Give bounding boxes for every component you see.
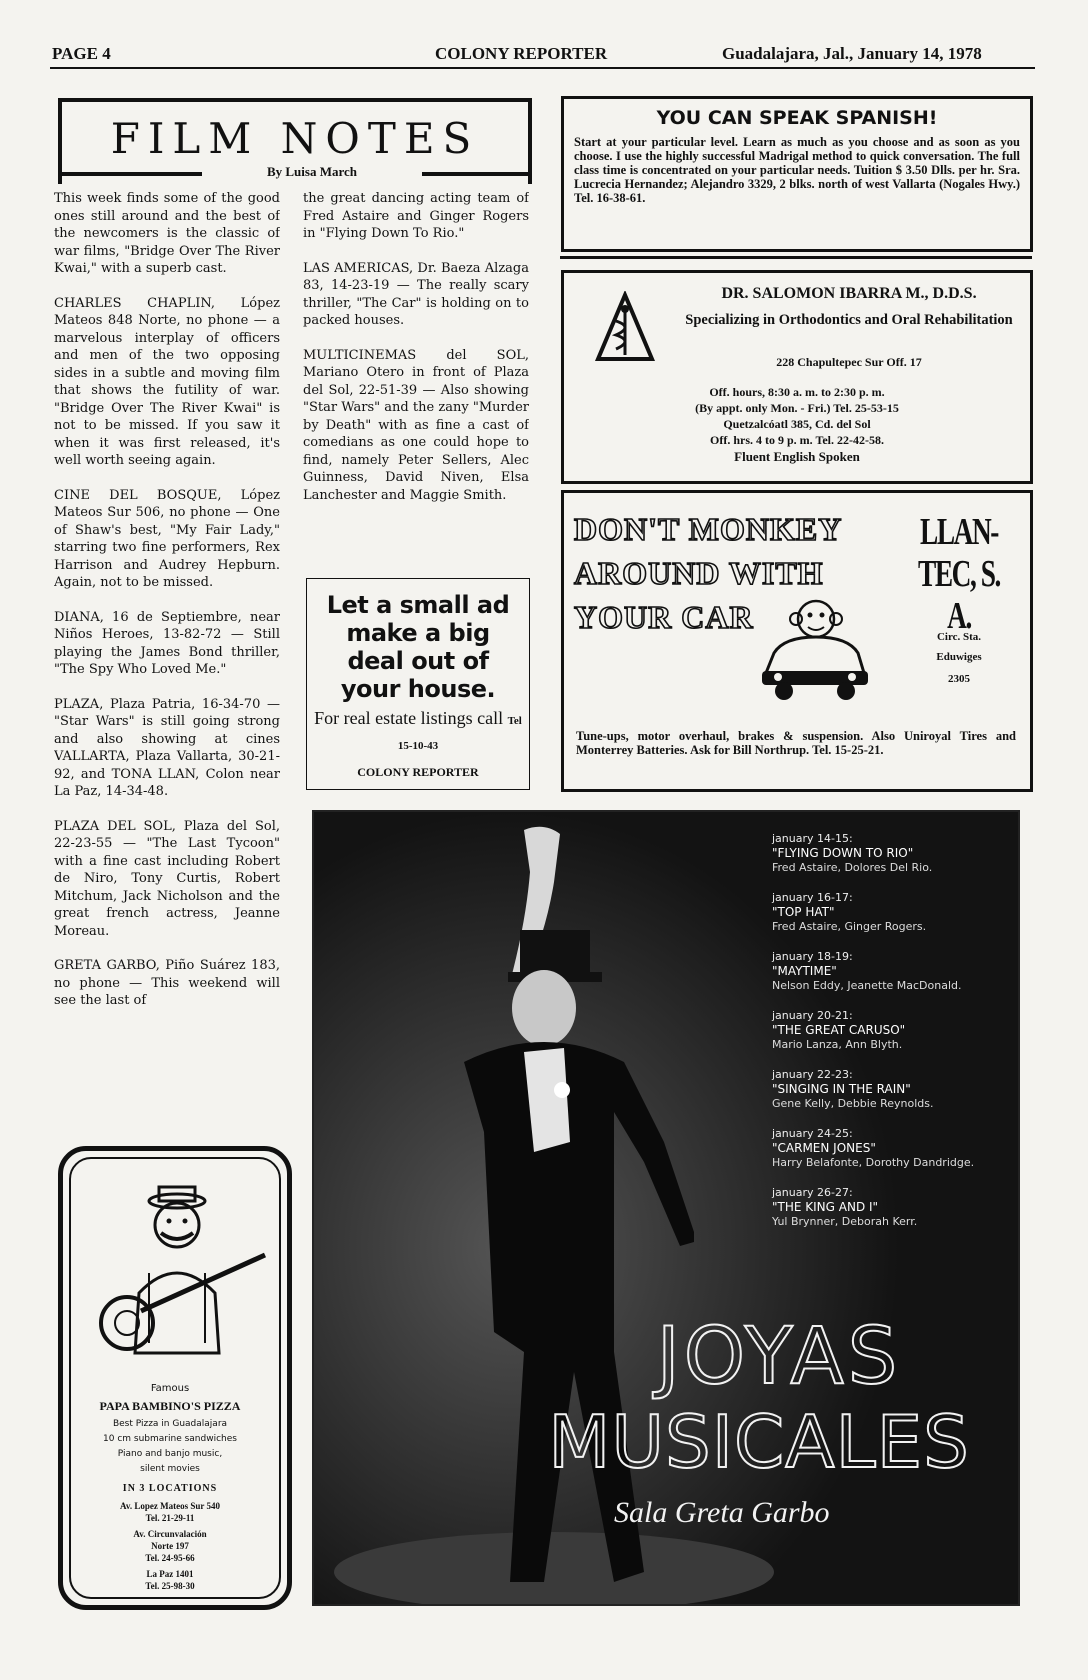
joyas-musicales-ad: [312, 810, 1020, 1606]
musicales-title: MUSICALES: [548, 1400, 970, 1484]
film-notes-title: FILM NOTES: [110, 114, 480, 163]
schedule-title: "SINGING IN THE RAIN": [772, 1082, 911, 1096]
schedule-cast: Mario Lanza, Ann Blyth.: [772, 1038, 903, 1051]
venue-name: Sala Greta Garbo: [614, 1496, 830, 1529]
schedule-title: "TOP HAT": [772, 905, 835, 919]
paper-name: COLONY REPORTER: [435, 44, 608, 63]
schedule-title: "THE KING AND I": [772, 1200, 879, 1214]
schedule-item: [772, 1009, 1012, 1052]
pizza-location-2-tel: Tel. 24-95-66: [145, 1553, 195, 1563]
dentist-address-1: 228 Chapultepec Sur Off. 17: [776, 355, 922, 369]
schedule-date: january 22-23:: [772, 1068, 853, 1081]
schedule-item: [772, 832, 1012, 875]
dentist-hours-3: Off. hrs. 4 to 9 p. m. Tel. 22-42-58.: [710, 433, 884, 447]
schedule-cast: Nelson Eddy, Jeanette MacDonald.: [772, 979, 962, 992]
pizza-location-1-tel: Tel. 21-29-11: [145, 1513, 195, 1523]
page-number: PAGE 4: [52, 44, 111, 63]
llantec-address-2: Eduwiges: [936, 651, 982, 663]
schedule-date: january 16-17:: [772, 891, 853, 904]
schedule-title: "CARMEN JONES": [772, 1141, 876, 1155]
film-notes-column-1: [54, 190, 280, 1112]
pizza-line-2: 10 cm submarine sandwiches: [103, 1434, 237, 1444]
film-notes-header: [58, 98, 532, 184]
auto-ad: [561, 490, 1033, 792]
article-paragraph: DIANA, 16 de Septiembre, near Niños Heroes, 13-82-72 — Still playing the James Bond thriller, "The Spy Who Loved Me.": [54, 609, 280, 677]
article-paragraph: PLAZA DEL SOL, Plaza del Sol, 22-23-55 — "The Last Tycoon" with a fine cast including Robert de Niro, Tony Curtis, Robert Mitchum, Jack Nicholson and the great french actress, Jeanne Moreau.: [54, 818, 280, 939]
pizza-line-3: Piano and banjo music,: [117, 1449, 223, 1459]
pizza-ad: [58, 1146, 292, 1610]
schedule-date: january 14-15:: [772, 832, 853, 845]
dentist-hours-2: (By appt. only Mon. - Fri.) Tel. 25-53-15: [695, 401, 899, 415]
schedule-date: january 26-27:: [772, 1186, 853, 1199]
dentist-hours-1: Off. hours, 8:30 a. m. to 2:30 p. m.: [709, 385, 885, 399]
schedule-cast: Fred Astaire, Ginger Rogers.: [772, 920, 927, 933]
schedule-date: january 18-19:: [772, 950, 853, 963]
dentist-specialty: Specializing in Orthodontics and Oral Rehabilitation: [685, 312, 1013, 328]
schedule-date: january 24-25:: [772, 1127, 853, 1140]
pizza-location-1: Av. Lopez Mateos Sur 540: [120, 1501, 220, 1511]
small-ad-brand: COLONY REPORTER: [357, 765, 479, 779]
llantec-address-1: Circ. Sta.: [936, 631, 982, 643]
film-notes-column-2: [303, 190, 529, 570]
slogan-line-1: DON'T MONKEY: [574, 511, 843, 547]
llantec-address-3: 2305: [948, 673, 970, 685]
pizza-line-1: Best Pizza in Guadalajara: [112, 1419, 228, 1429]
schedule-item: [772, 891, 1012, 934]
divider: [560, 256, 1032, 259]
spanish-ad-title: YOU CAN SPEAK SPANISH!: [656, 107, 938, 129]
dentist-note: Fluent English Spoken: [734, 449, 860, 464]
dentist-ad: [561, 270, 1033, 484]
dentist-name: DR. SALOMON IBARRA M., D.D.S.: [721, 285, 977, 302]
article-paragraph: MULTICINEMAS del SOL, Mariano Otero in front of Plaza del Sol, 22-51-39 — Also showing "Star Wars" and the zany "Murder by Death" with as fine a cast of comedians as one could hope to find, namely Peter Sellers, Alec Guinness, David Niven, Elsa Lanchester and Maggie Smith.: [303, 347, 529, 503]
joyas-title: JOYAS: [656, 1312, 902, 1402]
auto-ad-body: Tune-ups, motor overhaul, brakes & suspension. Also Uniroyal Tires and Monterrey Batteries. Ask for Bill Northrup. Tel. 15-25-21.: [576, 729, 1016, 757]
caduceus-logo: [594, 291, 656, 363]
schedule-cast: Yul Brynner, Deborah Kerr.: [772, 1215, 918, 1228]
schedule-title: "THE GREAT CARUSO": [772, 1023, 906, 1037]
llantec-company: LLAN-TEC, S. A.: [918, 511, 1000, 637]
schedule-cast: Harry Belafonte, Dorothy Dandridge.: [772, 1156, 975, 1169]
film-schedule: [772, 832, 1012, 1245]
small-ad-sub-text: For real estate listings call: [314, 708, 504, 728]
spanish-ad: [561, 96, 1033, 252]
schedule-item: [772, 1068, 1012, 1111]
pizza-location-3: La Paz 1401: [146, 1569, 194, 1579]
pizza-location-3-tel: Tel. 25-98-30: [145, 1581, 195, 1591]
schedule-date: january 20-21:: [772, 1009, 853, 1022]
masthead-rule: [50, 67, 1035, 69]
schedule-title: "FLYING DOWN TO RIO": [772, 846, 914, 860]
schedule-cast: Gene Kelly, Debbie Reynolds.: [772, 1097, 934, 1110]
byline: By Luisa March: [266, 164, 358, 179]
article-paragraph: CINE DEL BOSQUE, López Mateos Sur 506, no phone — One of Shaw's best, "My Fair Lady," starring two fine performers, Rex Harrison and Audrey Hepburn. Again, not to be missed.: [54, 487, 280, 590]
schedule-item: [772, 950, 1012, 993]
schedule-cast: Fred Astaire, Dolores Del Rio.: [772, 861, 933, 874]
small-ad: [306, 578, 530, 790]
small-ad-tel: Tel 15-10-43: [397, 715, 522, 752]
small-ad-sub: [313, 707, 523, 757]
pizza-location-2: Av. Circunvalación: [133, 1529, 207, 1539]
byline-rule-left: [62, 172, 202, 176]
pizza-line-4: silent movies: [140, 1464, 200, 1474]
article-paragraph: the great dancing acting team of Fred Astaire and Ginger Rogers in "Flying Down To Rio.": [303, 191, 529, 241]
monkey-car-illustration: [754, 593, 874, 713]
dentist-address-2: Quetzalcóatl 385, Cd. del Sol: [723, 417, 871, 431]
banjo-player-illustration: [79, 1173, 271, 1365]
article-paragraph: GRETA GARBO, Piño Suárez 183, no phone — This weekend will see the last of: [54, 958, 280, 1008]
small-ad-headline: Let a small ad make a big deal out of your house.: [326, 591, 510, 703]
article-paragraph: PLAZA, Plaza Patria, 16-34-70 — "Star Wars" is still going strong and also showing at cines VALLARTA, Plaza Vallarta, 30-21-92, and TONA LLAN, Colon near La Paz, 14-34-48.: [54, 696, 280, 799]
schedule-item: [772, 1127, 1012, 1170]
pizza-locations: IN 3 LOCATIONS: [122, 1483, 218, 1494]
slogan-line-3: YOUR CAR: [574, 599, 754, 635]
slogan-line-2: AROUND WITH: [574, 555, 824, 591]
schedule-title: "MAYTIME": [772, 964, 837, 978]
schedule-item: [772, 1186, 1012, 1229]
article-paragraph: This week finds some of the good ones still around and the best of the newcomers is the classic of war films, "Bridge Over The River Kwai," with a superb cast.: [54, 191, 280, 276]
pizza-location-2b: Norte 197: [151, 1541, 189, 1551]
spanish-ad-body: Start at your particular level. Learn as much as you choose and as soon as you choose. I use the highly successful Madrigal method to quick conversation. The full class time is concentrated on your particular needs. Tuition $ 3.50 Dlls. per hr. Sra. Lucrecia Hernandez; Alejandro 3329, 2 blks. north of west Vallarta (Nogales Hwy.) Tel. 16-38-61.: [574, 135, 1020, 205]
pizza-famous: Famous: [150, 1383, 190, 1394]
pizza-name: PAPA BAMBINO'S PIZZA: [99, 1399, 241, 1413]
dateline: Guadalajara, Jal., January 14, 1978: [722, 44, 982, 63]
article-paragraph: LAS AMERICAS, Dr. Baeza Alzaga 83, 14-23-19 — The really scary thriller, "The Car" is holding on to packed houses.: [303, 260, 529, 328]
article-paragraph: CHARLES CHAPLIN, López Mateos 848 Norte, no phone — a marvelous interplay of officers and men of the two opposing sides in a subtle and moving film that shows the futility of war. "Bridge Over The River Kwai" is not to be missed. If you saw it when it was first released, it's well worth seeing again.: [54, 295, 280, 468]
byline-rule-right: [422, 172, 528, 176]
